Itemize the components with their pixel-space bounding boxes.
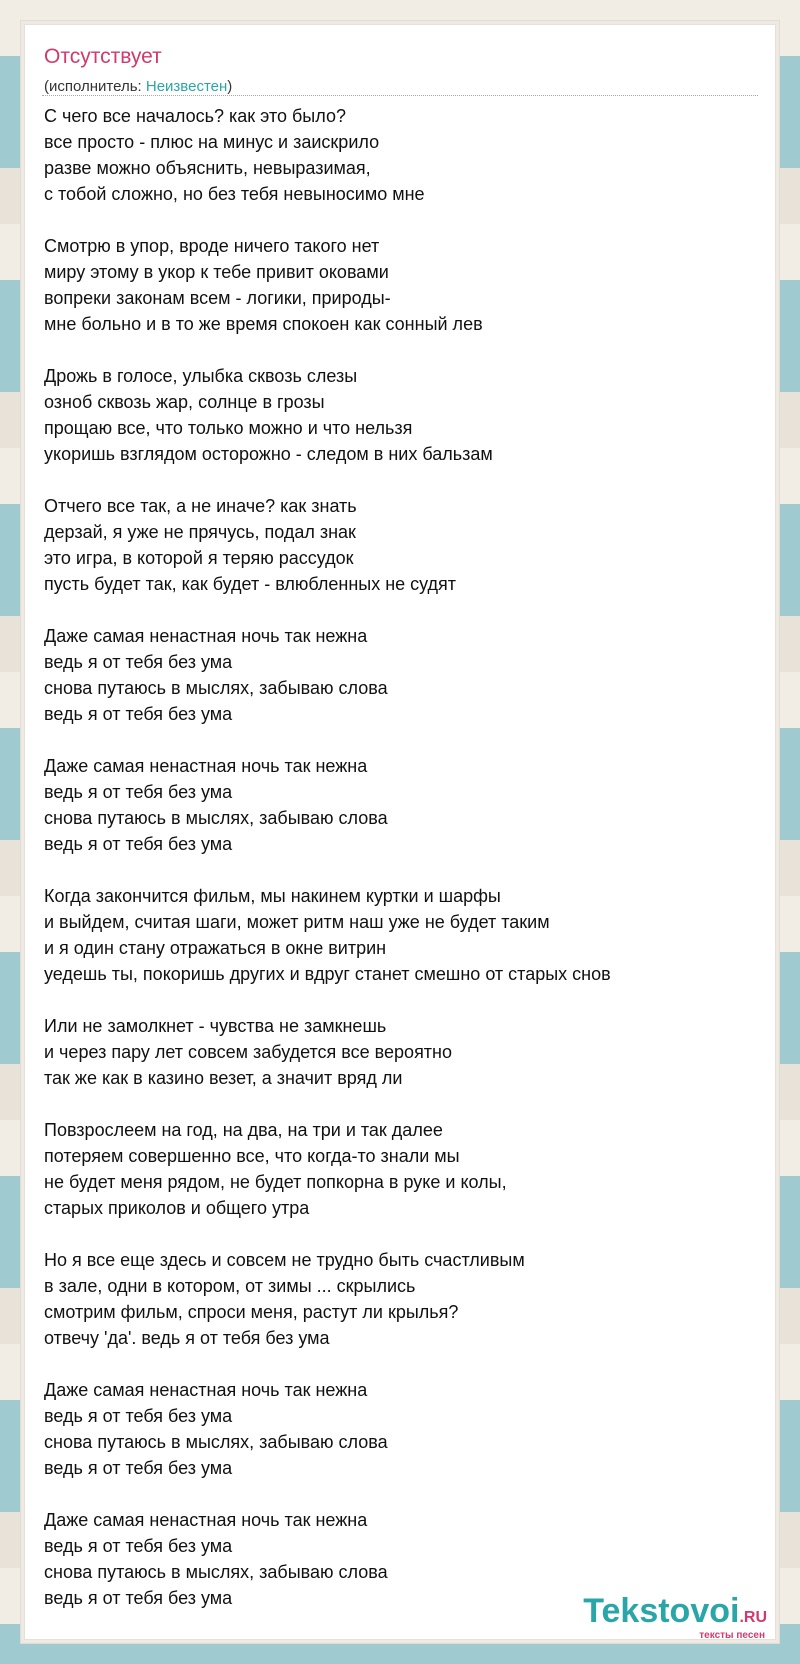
lyric-line: Но я все еще здесь и совсем не трудно быть счастливым <box>44 1250 525 1270</box>
logo-wordmark: Tekstovoi <box>583 1592 740 1630</box>
lyric-line: снова путаюсь в мыслях, забываю слова <box>44 1432 388 1452</box>
verse <box>44 363 744 467</box>
lyric-line: и я один стану отражаться в окне витрин <box>44 938 387 958</box>
verse <box>44 493 744 597</box>
lyric-line: укоришь взглядом осторожно - следом в них бальзам <box>44 444 493 464</box>
verse <box>44 623 744 727</box>
lyric-line: ведь я от тебя без ума <box>44 652 233 672</box>
lyric-line: ведь я от тебя без ума <box>44 1536 233 1556</box>
lyric-line: Даже самая ненастная ночь так нежна <box>44 756 368 776</box>
lyric-line: пусть будет так, как будет - влюбленных не судят <box>44 574 457 594</box>
verse <box>44 1247 744 1351</box>
artist-prefix: (исполнитель: <box>44 78 146 95</box>
lyric-line: Когда закончится фильм, мы накинем куртки и шарфы <box>44 886 501 906</box>
logo-domain: .RU <box>739 1609 767 1626</box>
lyric-line: ведь я от тебя без ума <box>44 1458 233 1478</box>
lyric-line: прощаю все, что только можно и что нельзя <box>44 418 413 438</box>
verse <box>44 233 744 337</box>
verse <box>44 753 744 857</box>
lyric-line: вопреки законам всем - логики, природы- <box>44 288 391 308</box>
lyric-line: снова путаюсь в мыслях, забываю слова <box>44 808 388 828</box>
lyric-line: и выйдем, считая шаги, может ритм наш уже не будет таким <box>44 912 550 932</box>
lyric-line: миру этому в укор к тебе привит оковами <box>44 262 389 282</box>
lyric-line: ведь я от тебя без ума <box>44 704 233 724</box>
artist-link[interactable]: Неизвестен <box>145 78 228 95</box>
verse <box>44 883 744 987</box>
lyric-line: и через пару лет совсем забудется все вероятно <box>44 1042 453 1062</box>
lyric-line: потеряем совершенно все, что когда-то знали мы <box>44 1146 460 1166</box>
lyric-line: уедешь ты, покоришь других и вдруг станет смешно от старых снов <box>44 964 611 984</box>
lyric-line: это игра, в которой я теряю рассудок <box>44 548 354 568</box>
lyric-line: с тобой сложно, но без тебя невыносимо мне <box>44 184 425 204</box>
lyric-line: Смотрю в упор, вроде ничего такого нет <box>44 236 380 256</box>
lyric-line: дерзай, я уже не прячусь, подал знак <box>44 522 356 542</box>
song-title: Отсутствует <box>44 45 162 68</box>
lyric-line: Даже самая ненастная ночь так нежна <box>44 1510 368 1530</box>
lyric-line: С чего все началось? как это было? <box>44 106 346 126</box>
lyric-line: снова путаюсь в мыслях, забываю слова <box>44 1562 388 1582</box>
lyric-line: не будет меня рядом, не будет попкорна в руке и колы, <box>44 1172 507 1192</box>
verse <box>44 1377 744 1481</box>
logo-tagline: тексты песен <box>699 1630 765 1641</box>
lyric-line: озноб сквозь жар, солнце в грозы <box>44 392 325 412</box>
page-frame <box>20 20 780 1644</box>
verse <box>44 103 744 207</box>
lyric-line: старых приколов и общего утра <box>44 1198 310 1218</box>
artist-line <box>44 78 232 95</box>
lyric-line: Повзрослеем на год, на два, на три и так далее <box>44 1120 443 1140</box>
lyric-line: Или не замолкнет - чувства не замкнешь <box>44 1016 387 1036</box>
lyrics-text <box>44 103 744 1637</box>
site-logo[interactable] <box>583 1592 767 1641</box>
lyric-line: ведь я от тебя без ума <box>44 1588 233 1608</box>
lyric-line: разве можно объяснить, невыразимая, <box>44 158 371 178</box>
lyrics-card <box>24 24 776 1640</box>
lyric-line: все просто - плюс на минус и заискрило <box>44 132 380 152</box>
verse <box>44 1117 744 1221</box>
verse <box>44 1013 744 1091</box>
lyric-line: смотрим фильм, спроси меня, растут ли крылья? <box>44 1302 459 1322</box>
lyric-line: снова путаюсь в мыслях, забываю слова <box>44 678 388 698</box>
lyric-line: так же как в казино везет, а значит вряд ли <box>44 1068 403 1088</box>
lyric-line: ведь я от тебя без ума <box>44 1406 233 1426</box>
lyric-line: отвечу 'да'. ведь я от тебя без ума <box>44 1328 330 1348</box>
lyric-line: в зале, одни в котором, от зимы ... скрылись <box>44 1276 416 1296</box>
artist-suffix: ) <box>227 78 233 95</box>
lyric-line: Даже самая ненастная ночь так нежна <box>44 1380 368 1400</box>
lyric-line: Отчего все так, а не иначе? как знать <box>44 496 357 516</box>
lyric-line: ведь я от тебя без ума <box>44 834 233 854</box>
dotted-divider <box>42 95 758 96</box>
lyric-line: мне больно и в то же время спокоен как сонный лев <box>44 314 483 334</box>
lyric-line: Даже самая ненастная ночь так нежна <box>44 626 368 646</box>
lyric-line: Дрожь в голосе, улыбка сквозь слезы <box>44 366 358 386</box>
lyric-line: ведь я от тебя без ума <box>44 782 233 802</box>
